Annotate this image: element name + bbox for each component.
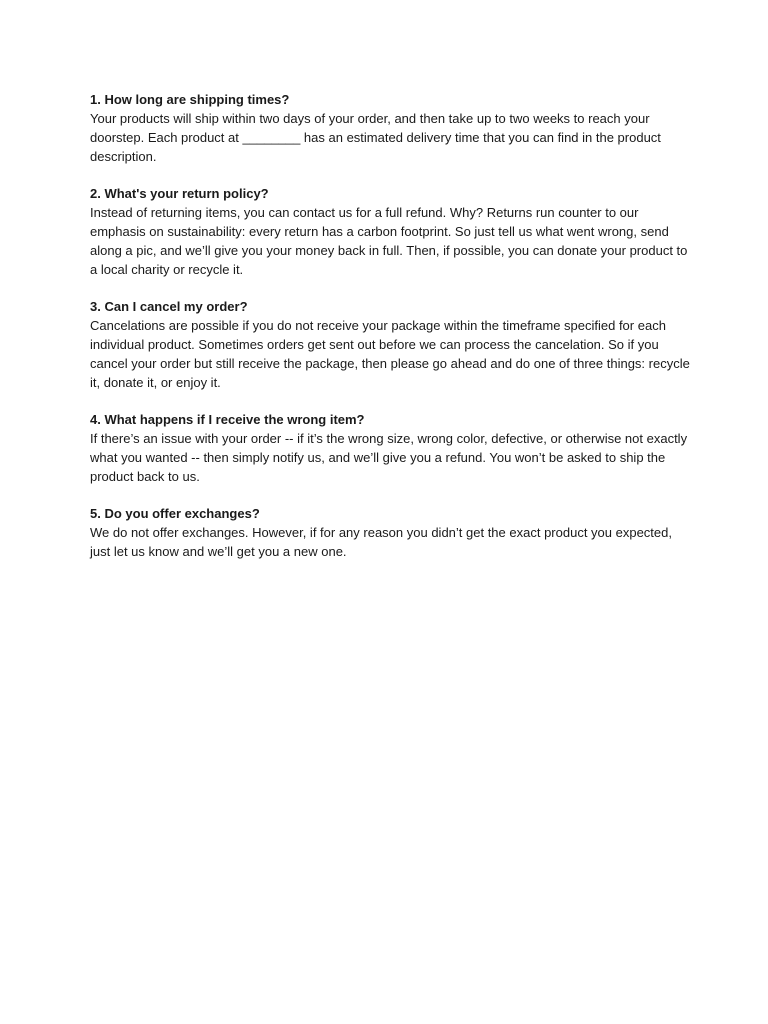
faq-document — [90, 90, 690, 579]
faq-question: 1. How long are shipping times? — [90, 92, 290, 107]
faq-item-exchanges — [90, 504, 690, 561]
faq-answer: If there’s an issue with your order -- if it’s the wrong size, wrong color, defective, or otherwise not exactly what you wanted -- then simply notify us, and we’ll give you a refund. You won’t be asked to ship the product back to us. — [90, 431, 688, 484]
faq-question: 5. Do you offer exchanges? — [90, 506, 260, 521]
faq-question: 3. Can I cancel my order? — [90, 299, 248, 314]
faq-answer: We do not offer exchanges. However, if for any reason you didn’t get the exact product you expected, just let us know and we’ll get you a new one. — [90, 525, 672, 559]
faq-item-shipping — [90, 90, 690, 166]
faq-answer: Instead of returning items, you can contact us for a full refund. Why? Returns run counter to our emphasis on sustainability: every return has a carbon footprint. So just tell us what went wrong, send along a pic, and we’ll give you your money back in full. Then, if possible, you can donate your product to a local charity or recycle it. — [90, 205, 688, 277]
faq-question: 4. What happens if I receive the wrong item? — [90, 412, 365, 427]
faq-item-returns — [90, 184, 690, 279]
faq-item-wrong-item — [90, 410, 690, 486]
faq-answer: Your products will ship within two days of your order, and then take up to two weeks to reach your doorstep. Each product at ________ has an estimated delivery time that you can find in the product description. — [90, 111, 661, 164]
faq-answer: Cancelations are possible if you do not receive your package within the timeframe specified for each individual product. Sometimes orders get sent out before we can process the cancelation. So if you cancel your order but still receive the package, then please go ahead and do one of three things: recycle it, donate it, or enjoy it. — [90, 318, 690, 390]
faq-item-cancel — [90, 297, 690, 392]
faq-question: 2. What's your return policy? — [90, 186, 269, 201]
